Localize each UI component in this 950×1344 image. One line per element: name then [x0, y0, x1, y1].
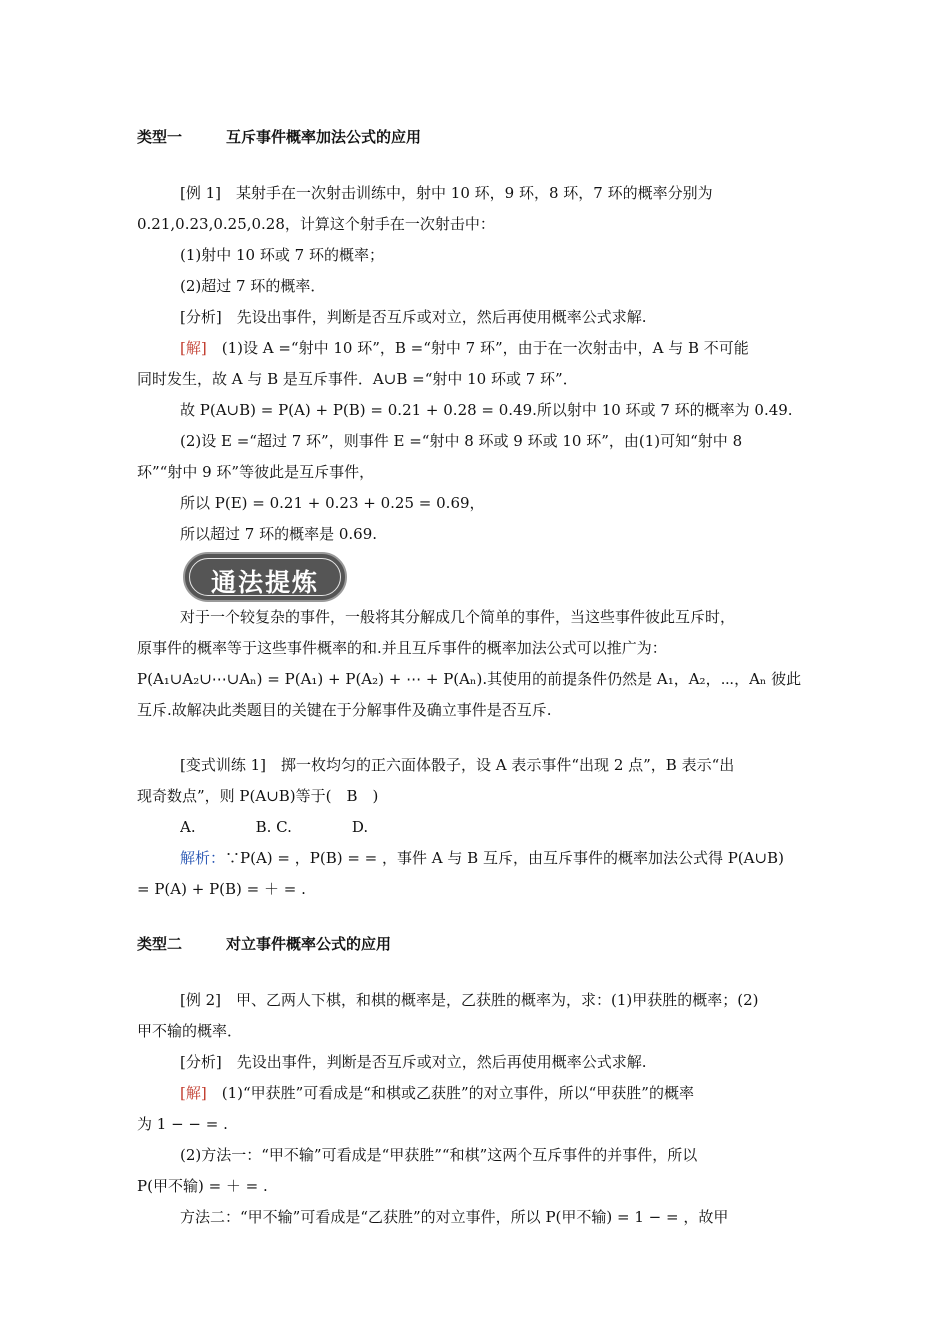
analysis-tag: [分析] [180, 1053, 222, 1071]
example1-solution-line4: (2)设 E =“超过 7 环”，则事件 E =“射中 8 环或 9 环或 10 环”，由(1)可知“射中 8 [180, 432, 743, 450]
example1-analysis [180, 307, 817, 327]
section-label: 类型一 [137, 128, 183, 146]
analysis-text: 先设出事件，判断是否互斥或对立，然后再使用概率公式求解. [221, 1053, 647, 1071]
example2-line1: [例 2] 甲、乙两人下棋，和棋的概率是，乙获胜的概率为，求：(1)甲获胜的概率；(2) [180, 991, 759, 1009]
example1-solution-line1 [180, 338, 817, 358]
example1-solution-line5: 环”“射中 9 环”等彼此是互斥事件， [137, 463, 375, 481]
example1-question1: (1)射中 10 环或 7 环的概率； [180, 246, 384, 264]
example1-line2: 0.21,0.23,0.25,0.28，计算这个射手在一次射击中： [137, 215, 495, 233]
section-heading-1 [137, 127, 817, 147]
method-summary-badge [183, 552, 347, 602]
explanation-tag: 解析： [180, 849, 226, 867]
method-line4: 互斥.故解决此类题目的关键在于分解事件及确立事件是否互斥. [137, 701, 552, 719]
solution-tag: [解] [180, 339, 207, 357]
practice1-line1: [变式训练 1] 掷一枚均匀的正六面体骰子，设 A 表示事件“出现 2 点”，B 表示“出 [180, 756, 735, 774]
practice1-line2: 现奇数点”，则 P(A∪B)等于( B ) [137, 787, 379, 805]
analysis-tag: [分析] [180, 308, 222, 326]
example1-solution-line2: 同时发生，故 A 与 B 是互斥事件．A∪B =“射中 10 环或 7 环”． [137, 370, 578, 388]
example1-solution-line6: 所以 P(E) = 0.21 + 0.23 + 0.25 = 0.69， [180, 494, 485, 512]
example1-solution-line7: 所以超过 7 环的概率是 0.69. [180, 525, 378, 543]
example2-line2: 甲不输的概率． [137, 1022, 243, 1040]
solution-text: (1)“甲获胜”可看成是“和棋或乙获胜”的对立事件，所以“甲获胜”的概率 [206, 1084, 694, 1102]
example2-solution-line2: 为 1 − − = . [137, 1115, 228, 1133]
practice1-explanation-line2: = P(A) + P(B) = ＋ = . [137, 880, 306, 898]
analysis-text: 先设出事件，判断是否互斥或对立，然后再使用概率公式求解. [221, 308, 647, 326]
method-line2: 原事件的概率等于这些事件概率的和.并且互斥事件的概率加法公式可以推广为： [137, 639, 667, 657]
solution-tag: [解] [180, 1084, 207, 1102]
method-line1: 对于一个较复杂的事件，一般将其分解成几个简单的事件，当这些事件彼此互斥时， [180, 608, 736, 626]
example2-solution-line1 [180, 1083, 817, 1103]
example2-solution-line5: 方法二：“甲不输”可看成是“乙获胜”的对立事件，所以 P(甲不输) = 1 − = ，故甲 [180, 1208, 729, 1226]
section-title: 互斥事件概率加法公式的应用 [226, 128, 422, 146]
solution-text: (1)设 A =“射中 10 环”，B =“射中 7 环”，由于在一次射击中，A 与 B 不可能 [206, 339, 749, 357]
section-heading-2 [137, 934, 817, 954]
example2-solution-line3: (2)方法一：“甲不输”可看成是“甲获胜”“和棋”这两个互斥事件的并事件，所以 [180, 1146, 698, 1164]
practice1-explanation-line1 [180, 848, 817, 868]
badge-label: 通法提炼 [210, 568, 319, 597]
example1-solution-line3: 故 P(A∪B) = P(A) + P(B) = 0.21 + 0.28 = 0.49.所以射中 10 环或 7 环的概率为 0.49. [180, 401, 793, 419]
example1-line1: [例 1] 某射手在一次射击训练中，射中 10 环，9 环，8 环，7 环的概率分别为 [180, 184, 713, 202]
practice1-options: A. B. C. D. [180, 818, 369, 836]
method-line3: P(A₁∪A₂∪⋯∪Aₙ) = P(A₁) + P(A₂) + ⋯ + P(Aₙ).其使用的前提条件仍然是 A₁，A₂，⋯，Aₙ 彼此 [137, 670, 802, 688]
example2-solution-line4: P(甲不输) = ＋ = . [137, 1177, 268, 1195]
section-title: 对立事件概率公式的应用 [226, 935, 392, 953]
section-label: 类型二 [137, 935, 183, 953]
example1-question2: (2)超过 7 环的概率． [180, 277, 326, 295]
example2-analysis [180, 1052, 817, 1072]
explanation-text: ∵P(A) = ，P(B) = = ，事件 A 与 B 互斥，由互斥事件的概率加法公式得 P(A∪B) [225, 849, 784, 867]
